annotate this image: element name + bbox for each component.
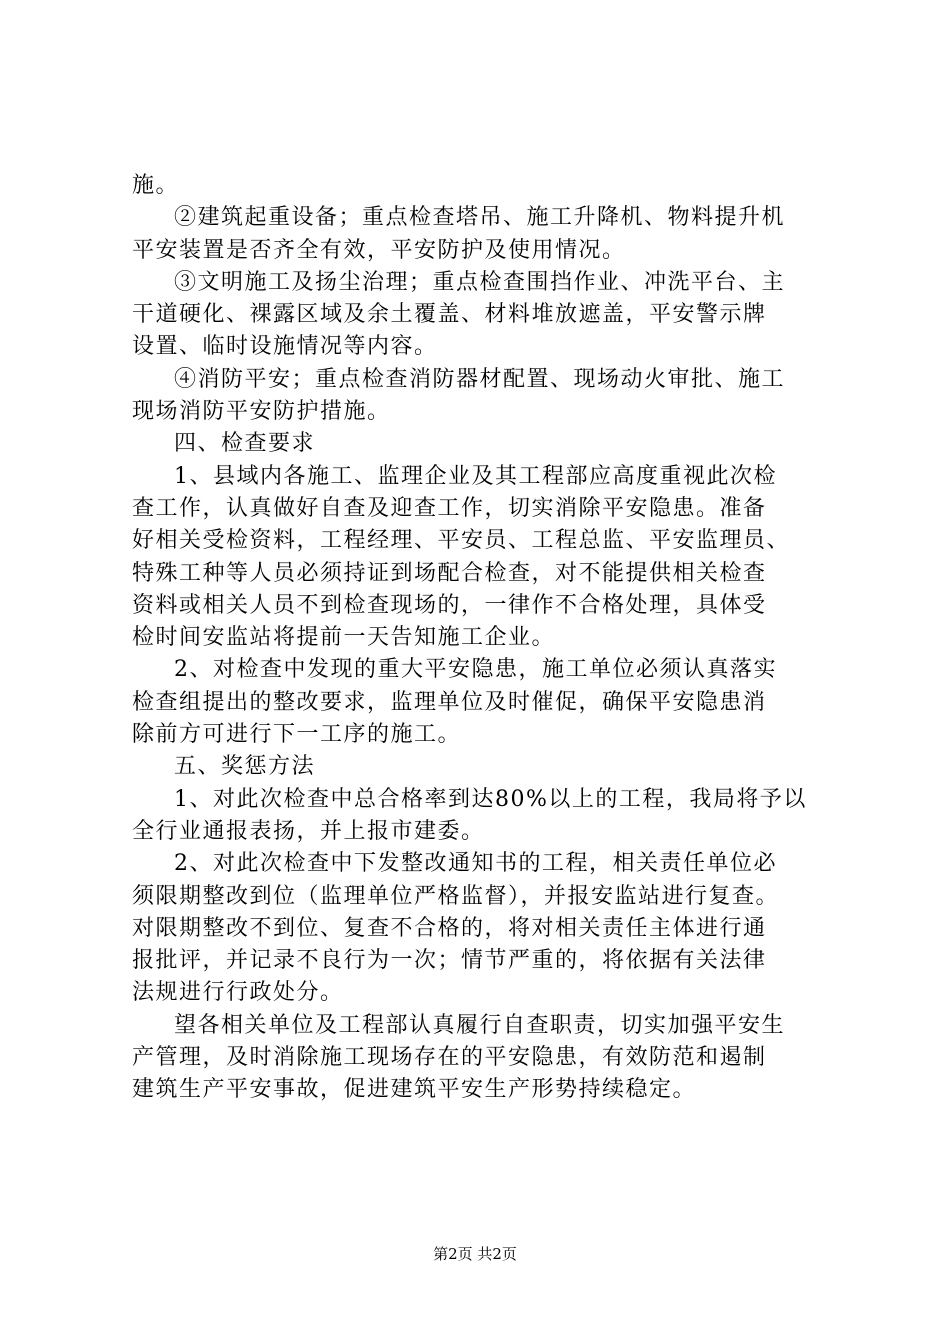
paragraph-start: 1、对此次检查中总合格率到达80%以上的工程，我局将予以: [174, 786, 807, 812]
text-line: 资料或相关人员不到检查现场的，一律作不合格处理，具体受: [132, 592, 767, 618]
list-item-fire-safety: ④消防平安；重点检查消防器材配置、现场动火审批、施工: [174, 366, 786, 392]
paragraph-start: 1、县域内各施工、监理企业及其工程部应高度重视此次检: [174, 463, 777, 489]
section-heading-inspection-requirements: 四、检查要求: [174, 431, 316, 457]
closing-paragraph-start: 望各相关单位及工程部认真履行自查职责，切实加强平安生: [174, 1012, 786, 1038]
text-line: 须限期整改到位（监理单位严格监督），并报安监站进行复查。: [132, 883, 780, 909]
text-line: 干道硬化、裸露区域及余土覆盖、材料堆放遮盖，平安警示牌: [132, 302, 767, 328]
text-line: 施。: [132, 173, 180, 198]
text-line: 检时间安监站将提前一天告知施工企业。: [132, 625, 556, 651]
text-line: 特殊工种等人员必须持证到场配合检查，对不能提供相关检查: [132, 560, 767, 586]
list-item-civilized-construction: ③文明施工及扬尘治理；重点检查围挡作业、冲洗平台、主: [174, 269, 786, 295]
text-line: 产管理，及时消除施工现场存在的平安隐患，有效防范和遏制: [132, 1045, 767, 1071]
text-line: 全行业通报表扬，并上报市建委。: [132, 818, 485, 844]
text-line: 建筑生产平安事故，促进建筑平安生产形势持续稳定。: [132, 1077, 697, 1103]
paragraph-start: 2、对检查中发现的重大平安隐患，施工单位必须认真落实: [174, 657, 777, 683]
text-line: 查工作，认真做好自查及迎查工作，切实消除平安隐患。准备: [132, 495, 767, 521]
text-line: 现场消防平安防护措施。: [132, 399, 391, 425]
document-body: [132, 170, 832, 1107]
text-line: 设置、临时设施情况等内容。: [132, 334, 438, 360]
text-line: 好相关受检资料，工程经理、平安员、工程总监、平安监理员、: [132, 528, 791, 554]
text-line: 检查组提出的整改要求，监理单位及时催促，确保平安隐患消: [132, 689, 767, 715]
text-line: 报批评，并记录不良行为一次；情节严重的，将依据有关法律: [132, 948, 767, 974]
text-line: 除前方可进行下一工序的施工。: [132, 722, 462, 748]
text-line: 对限期整改不到位、复查不合格的，将对相关责任主体进行通: [132, 915, 767, 941]
paragraph-start: 2、对此次检查中下发整改通知书的工程，相关责任单位必: [174, 851, 777, 877]
text-line: 平安装置是否齐全有效，平安防护及使用情况。: [132, 237, 626, 263]
list-item-crane-equipment: ②建筑起重设备；重点检查塔吊、施工升降机、物料提升机: [174, 205, 786, 231]
section-heading-rewards-penalties: 五、奖惩方法: [174, 754, 316, 780]
text-line: 法规进行行政处分。: [132, 980, 344, 1006]
page-number-footer: 第2页 共2页: [433, 1245, 517, 1263]
